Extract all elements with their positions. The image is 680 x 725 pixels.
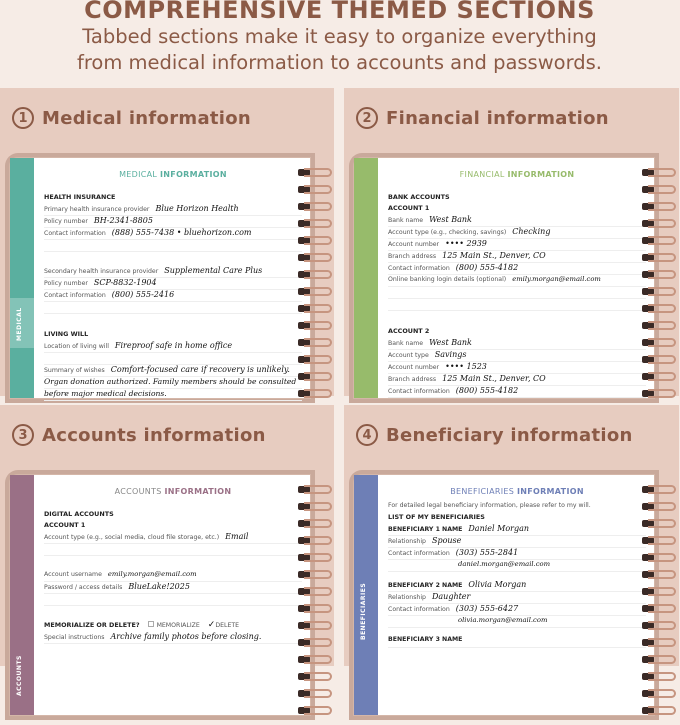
spiral-ring [640, 202, 678, 211]
field-value: Daniel Morgan [468, 524, 529, 533]
beneficiary-panel-title [356, 424, 633, 446]
spiral-binding [640, 485, 680, 725]
spiral-ring [296, 219, 334, 228]
form-row [388, 338, 646, 350]
checkmark-icon[interactable]: ✓ [207, 620, 216, 630]
field-label: Secondary health insurance provider [44, 268, 159, 275]
planner-page [354, 158, 654, 398]
spiral-ring [296, 338, 334, 347]
field-value-continued: olivia.morgan@email.com [388, 616, 646, 628]
form-row [44, 341, 302, 353]
field-label: Account username [44, 571, 102, 578]
subsection-heading: ACCOUNT 1 [388, 204, 430, 212]
field-label: Summary of wishes [44, 367, 105, 374]
panel-heading: Accounts information [42, 424, 266, 446]
field-value: Daughter [431, 592, 471, 601]
spiral-ring [640, 604, 678, 613]
field-value: West Bank [429, 215, 472, 224]
field-value: BH-2341-8805 [93, 216, 153, 225]
page-title: COMPREHENSIVE THEMED SECTIONS [84, 0, 595, 24]
spiral-ring [296, 168, 334, 177]
subsection-heading: ACCOUNT 2 [388, 327, 430, 335]
memorialize-checkbox[interactable] [148, 621, 154, 627]
blank-line [44, 353, 302, 365]
form-row [388, 239, 646, 251]
spiral-ring [640, 253, 678, 262]
tab-label: ACCOUNTS [16, 655, 23, 696]
spiral-binding [640, 168, 680, 408]
field-value: •••• 2939 [445, 239, 487, 248]
subtitle-line-1: Tabbed sections make it easy to organize everything [82, 25, 597, 48]
field-label: BENEFICIARY 3 NAME [388, 636, 463, 643]
spiral-ring [296, 270, 334, 279]
form-row [388, 636, 646, 648]
field-value-continued: Organ donation authorized. Family members should be consulted [44, 377, 302, 389]
number-badge: 2 [356, 107, 378, 129]
field-label: Account type [388, 352, 429, 359]
field-label: Contact information [44, 292, 106, 299]
spiral-ring [640, 553, 678, 562]
number-badge: 3 [12, 424, 34, 446]
field-value: SCP-8832-1904 [93, 278, 157, 287]
field-value: Fireproof safe in home office [114, 341, 233, 350]
tab-label: MEDICAL [16, 307, 23, 341]
blank-line [44, 240, 302, 252]
field-value: (888) 555-7438 • bluehorizon.com [111, 228, 252, 237]
form-row [388, 386, 646, 398]
field-label: Location of living will [44, 343, 109, 350]
spiral-ring [296, 502, 334, 511]
page-content [44, 483, 302, 715]
section-tab[interactable] [354, 475, 378, 715]
form-row [44, 532, 302, 544]
field-label: Account type (e.g., social media, cloud file storage, etc.) [44, 534, 220, 541]
spiral-ring [296, 689, 334, 698]
field-value: (800) 555-4182 [455, 386, 519, 395]
field-label: Bank name [388, 217, 424, 224]
accounts-panel [0, 405, 334, 696]
field-value: (303) 555-6427 [455, 604, 519, 613]
spiral-ring [296, 287, 334, 296]
page-heading-a: BENEFICIARIES [450, 487, 515, 496]
field-value: 125 Main St., Denver, CO [442, 251, 546, 260]
page-content [388, 166, 646, 398]
spiral-ring [640, 321, 678, 330]
spiral-ring [296, 553, 334, 562]
panel-heading: Financial information [386, 107, 609, 129]
section-tab[interactable] [10, 475, 34, 715]
field-value: (303) 555-2841 [455, 548, 519, 557]
spiral-ring [640, 638, 678, 647]
form-row [388, 374, 646, 386]
field-value: emily.morgan@email.com [107, 570, 197, 578]
section-heading: BANK ACCOUNTS [388, 193, 450, 201]
spiral-ring [640, 219, 678, 228]
field-label: Account type (e.g., checking, savings) [388, 229, 507, 236]
spiral-ring [640, 185, 678, 194]
field-label: Online banking login details (optional) [388, 276, 507, 283]
spiral-ring [296, 638, 334, 647]
field-label: Branch address [388, 376, 437, 383]
field-value: 125 Main St., Denver, CO [442, 374, 546, 383]
spiral-ring [296, 519, 334, 528]
spiral-ring [296, 372, 334, 381]
spiral-ring [640, 621, 678, 630]
form-row [388, 548, 646, 560]
page-heading-b: INFORMATION [164, 487, 232, 496]
field-value: BlueLake!2025 [128, 582, 190, 591]
field-label: Contact information [388, 265, 450, 272]
field-value: Olivia Morgan [468, 580, 527, 589]
spiral-ring [640, 270, 678, 279]
planner-page [354, 475, 654, 715]
planner-page [10, 158, 310, 398]
spiral-ring [640, 706, 678, 715]
field-value: (800) 555-2416 [111, 290, 175, 299]
spiral-ring [296, 570, 334, 579]
field-value: Spouse [431, 536, 462, 545]
spiral-ring [640, 168, 678, 177]
form-row [44, 266, 302, 278]
form-row [388, 350, 646, 362]
spiral-ring [296, 202, 334, 211]
section-tab[interactable] [10, 158, 34, 398]
page-heading [388, 170, 646, 179]
field-value: Blue Horizon Health [155, 204, 239, 213]
spiral-ring [296, 604, 334, 613]
section-heading: LIVING WILL [44, 330, 89, 338]
spiral-ring [640, 485, 678, 494]
spiral-ring [296, 321, 334, 330]
form-row [388, 251, 646, 263]
page-heading [44, 487, 302, 496]
field-label: Account number [388, 364, 440, 371]
beneficiary-panel [344, 405, 679, 666]
field-value: emily.morgan@email.com [512, 275, 601, 283]
spiral-ring [296, 536, 334, 545]
page-heading-b: INFORMATION [516, 487, 584, 496]
medical-panel [0, 88, 334, 396]
form-row [388, 580, 646, 592]
tab-label: BENEFICIARIES [360, 582, 367, 640]
spiral-ring [296, 355, 334, 364]
spiral-ring [640, 689, 678, 698]
form-row [44, 278, 302, 290]
header [0, 0, 679, 86]
section-tab[interactable] [354, 158, 378, 398]
spiral-ring [640, 338, 678, 347]
page-heading-a: ACCOUNTS [114, 487, 162, 496]
form-row [44, 216, 302, 228]
spiral-ring [640, 287, 678, 296]
financial-panel [344, 88, 679, 396]
field-label: Password / access details [44, 584, 123, 591]
spiral-ring [640, 304, 678, 313]
spiral-binding [296, 485, 336, 725]
spiral-ring [296, 621, 334, 630]
spiral-ring [640, 502, 678, 511]
field-label: Account number [388, 241, 440, 248]
field-value: (800) 555-4182 [455, 263, 519, 272]
field-label: Branch address [388, 253, 437, 260]
form-row [388, 275, 646, 287]
financial-panel-title [356, 107, 609, 129]
spiral-ring [296, 706, 334, 715]
page-content [44, 166, 302, 398]
field-value: Savings [434, 350, 467, 359]
spiral-ring [640, 355, 678, 364]
field-label: Primary health insurance provider [44, 206, 150, 213]
page-heading-b: INFORMATION [160, 170, 227, 179]
field-label: Contact information [388, 388, 450, 395]
form-row [388, 227, 646, 239]
field-label: Relationship [388, 594, 426, 601]
subsection-heading: ACCOUNT 1 [44, 521, 86, 529]
field-value: Supplemental Care Plus [164, 266, 263, 275]
blank-line [44, 594, 302, 606]
spiral-ring [296, 587, 334, 596]
form-row [44, 365, 302, 377]
field-value-continued: daniel.morgan@email.com [388, 560, 646, 572]
spiral-ring [296, 485, 334, 494]
spiral-ring [640, 570, 678, 579]
blank-line [44, 544, 302, 556]
intro-text: For detailed legal beneficiary information, please refer to my will. [388, 502, 591, 509]
form-row [388, 263, 646, 275]
form-row [44, 228, 302, 240]
spiral-ring [296, 672, 334, 681]
spiral-ring [640, 389, 678, 398]
page-content [388, 483, 646, 715]
panel-heading: Medical information [42, 107, 252, 129]
field-label: BENEFICIARY 2 NAME [388, 582, 463, 589]
form-row [44, 620, 302, 632]
spiral-ring [296, 389, 334, 398]
option-label: MEMORIALIZE [156, 622, 200, 629]
page-heading [388, 487, 646, 496]
field-value: Comfort-focused care if recovery is unlikely. [110, 365, 290, 374]
spiral-ring [640, 536, 678, 545]
page-heading-a: FINANCIAL [459, 170, 505, 179]
form-row [388, 362, 646, 374]
form-row [388, 604, 646, 616]
number-badge: 4 [356, 424, 378, 446]
page-heading-a: MEDICAL [119, 170, 158, 179]
spiral-ring [640, 236, 678, 245]
panel-heading: Beneficiary information [386, 424, 633, 446]
spiral-ring [640, 672, 678, 681]
field-label: Policy number [44, 280, 88, 287]
field-label: Special instructions [44, 634, 105, 641]
page-heading-b: INFORMATION [507, 170, 575, 179]
field-label: Contact information [44, 230, 106, 237]
medical-panel-title [12, 107, 251, 129]
field-label: Policy number [44, 218, 88, 225]
form-row [44, 290, 302, 302]
form-row [388, 215, 646, 227]
blank-line [388, 299, 646, 311]
subtitle-line-2: from medical information to accounts and passwords. [76, 51, 603, 74]
field-label: Relationship [388, 538, 426, 545]
section-heading: DIGITAL ACCOUNTS [44, 510, 114, 518]
spiral-ring [296, 185, 334, 194]
spiral-ring [640, 519, 678, 528]
accounts-panel-title [12, 424, 266, 446]
spiral-binding [296, 168, 336, 408]
option-label: DELETE [215, 622, 240, 629]
field-value: Checking [512, 227, 551, 236]
blank-line [44, 302, 302, 314]
form-row [44, 582, 302, 594]
blank-line [388, 287, 646, 299]
spiral-ring [640, 587, 678, 596]
field-value: Archive family photos before closing. [110, 632, 262, 641]
page-heading [44, 170, 302, 179]
form-row [388, 536, 646, 548]
field-value: Email [225, 532, 249, 541]
number-badge: 1 [12, 107, 34, 129]
spiral-ring [296, 236, 334, 245]
field-label: Bank name [388, 340, 424, 347]
section-heading: HEALTH INSURANCE [44, 193, 116, 201]
spiral-ring [640, 372, 678, 381]
field-label: BENEFICIARY 1 NAME [388, 526, 463, 533]
form-row [388, 524, 646, 536]
planner-page [10, 475, 310, 715]
form-row [388, 592, 646, 604]
spiral-ring [640, 655, 678, 664]
spiral-ring [296, 655, 334, 664]
field-label: MEMORIALIZE OR DELETE? [44, 621, 140, 629]
field-value-continued: before major medical decisions. [44, 389, 302, 401]
field-value: West Bank [429, 338, 472, 347]
field-value: •••• 1523 [445, 362, 487, 371]
field-label: Contact information [388, 606, 450, 613]
field-label: Contact information [388, 550, 450, 557]
spiral-ring [296, 304, 334, 313]
form-row [44, 570, 302, 582]
section-heading: LIST OF MY BENEFICIARIES [388, 513, 485, 521]
form-row [44, 632, 302, 644]
form-row [44, 204, 302, 216]
spiral-ring [296, 253, 334, 262]
